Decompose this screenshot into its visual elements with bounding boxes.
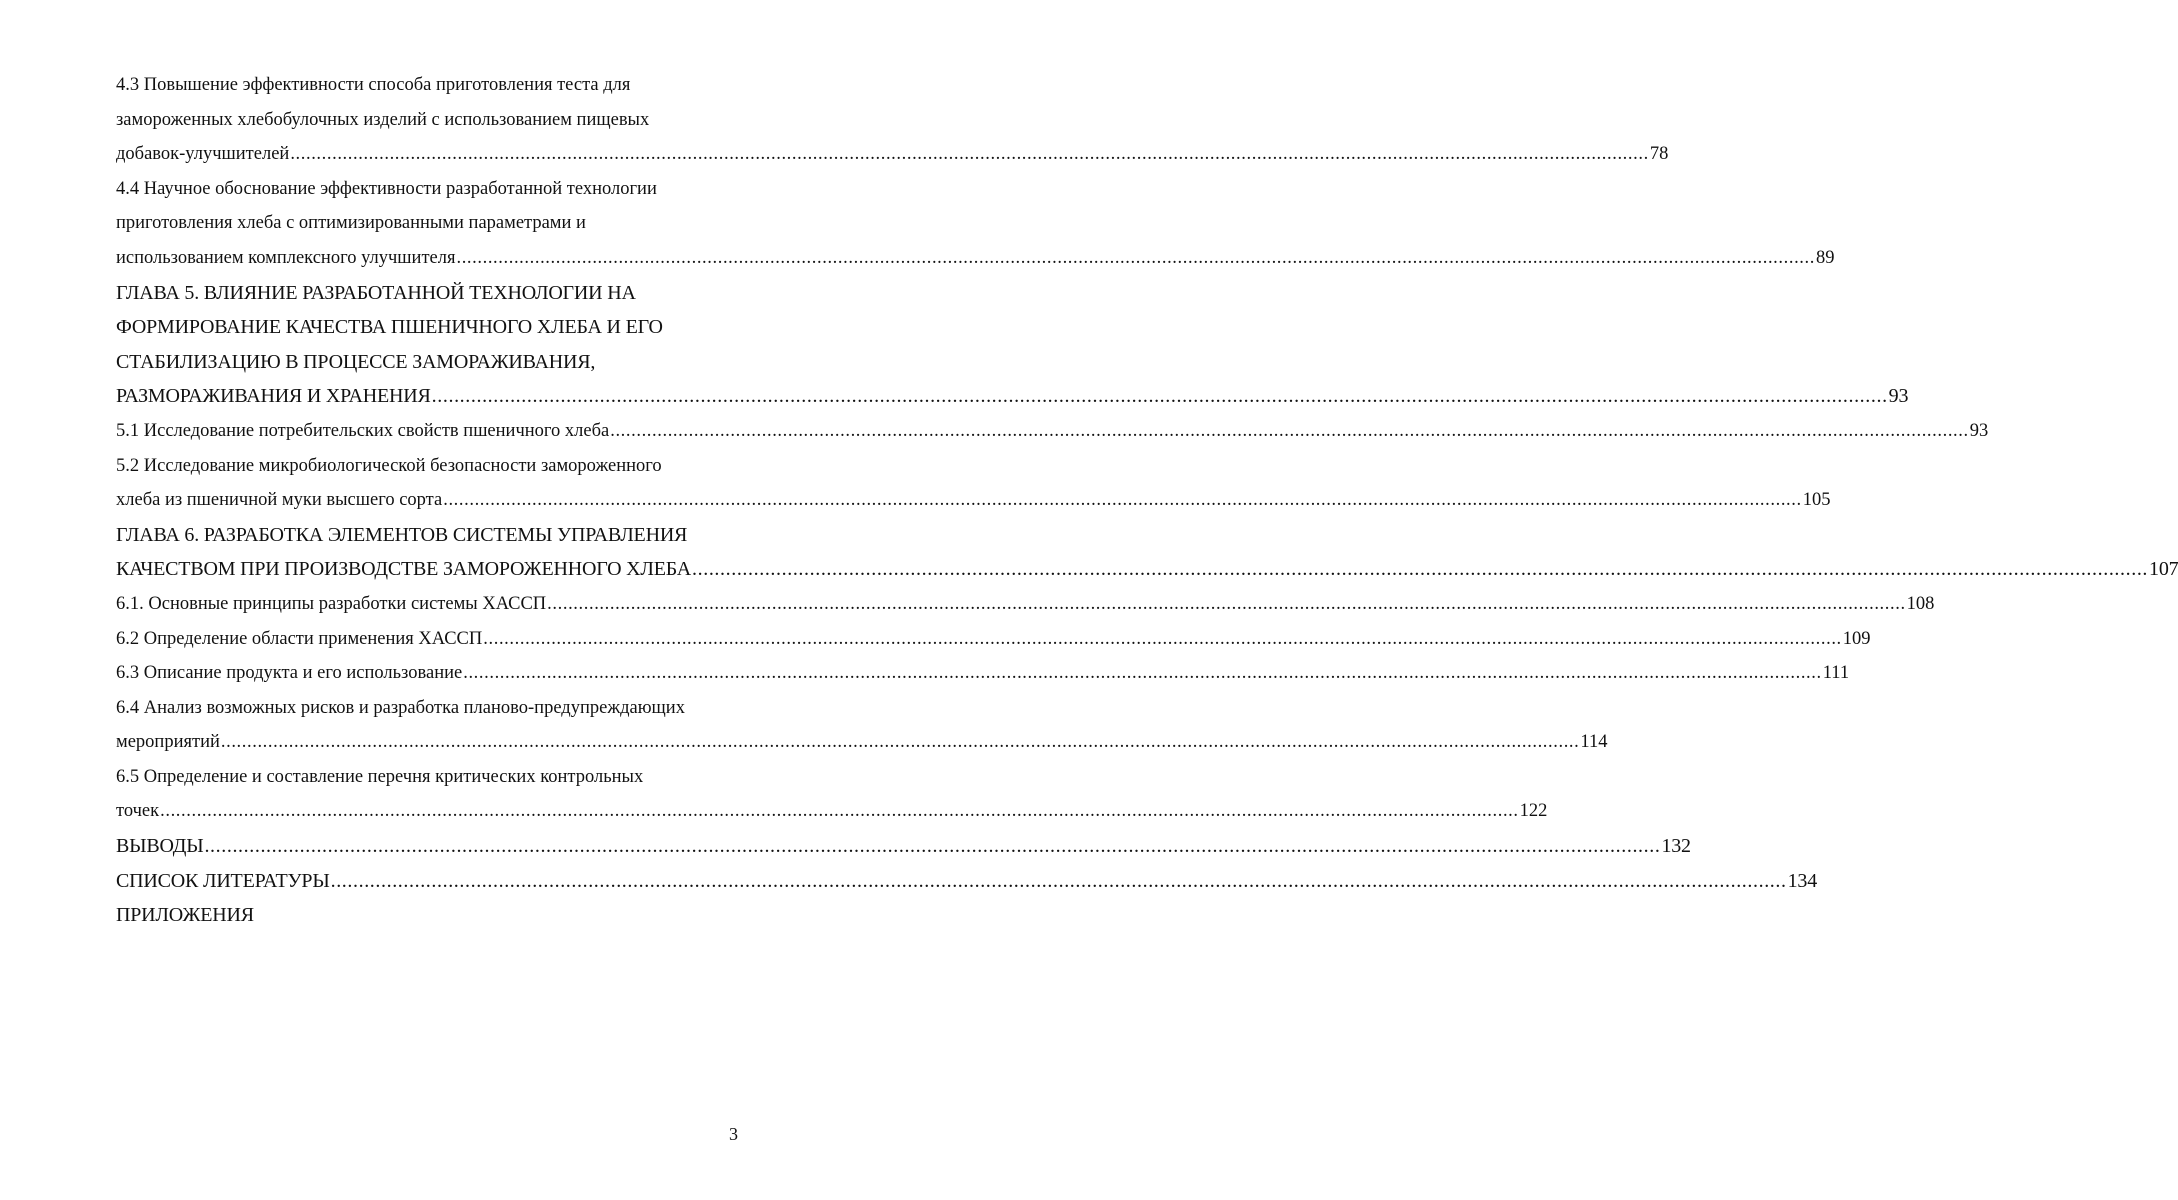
toc-entry	[116, 518, 2178, 587]
toc-entry-text: 6.2 Определение области применения ХАССП	[116, 628, 483, 649]
toc-entry-text: 6.3 Описание продукта и его использование	[116, 663, 463, 684]
toc-line	[116, 414, 1989, 449]
dot-leader: ....................................................................................................................................................................................................................................................................	[330, 869, 1787, 892]
toc-page-number: 122	[1519, 801, 1548, 822]
toc-entry-text: ПРИЛОЖЕНИЯ	[116, 904, 254, 927]
toc-entry	[116, 691, 1608, 760]
toc-entry	[116, 68, 1669, 172]
toc-entry	[116, 414, 1989, 449]
toc-line	[116, 794, 1548, 829]
toc-line	[116, 137, 1669, 172]
dot-leader: ....................................................................................................................................................................................................................................................................	[290, 144, 1649, 165]
dot-leader: ....................................................................................................................................................................................................................................................................	[692, 558, 2149, 581]
toc-entry-text: использованием комплексного улучшителя	[116, 247, 456, 268]
toc-entry	[116, 172, 1835, 276]
toc-entry-text: мероприятий	[116, 732, 220, 753]
dot-leader: ....................................................................................................................................................................................................................................................................	[610, 420, 1969, 441]
dot-leader: ....................................................................................................................................................................................................................................................................	[431, 385, 1888, 408]
toc-entry	[116, 276, 1909, 414]
dot-leader: ....................................................................................................................................................................................................................................................................	[220, 732, 1580, 753]
toc-page-number: 134	[1787, 869, 1817, 892]
toc-page-number: 105	[1802, 490, 1831, 511]
toc-entry-text: 6.4 Анализ возможных рисков и разработка планово-предупреждающих	[116, 697, 685, 718]
toc-chapter-line	[116, 310, 738, 345]
toc-entry-text: хлеба из пшеничной муки высшего сорта	[116, 490, 443, 511]
toc-entry-text: 4.3 Повышение эффективности способа приготовления теста для	[116, 75, 631, 95]
toc-entry	[116, 829, 1691, 864]
toc-line	[116, 449, 738, 484]
toc-line	[116, 483, 1831, 518]
toc-entry-text: добавок-улучшителей	[116, 144, 290, 165]
toc-entry-text: СПИСОК ЛИТЕРАТУРЫ	[116, 869, 330, 892]
toc-line	[116, 760, 738, 795]
toc-entry-text: 6.1. Основные принципы разработки системы ХАССП	[116, 593, 547, 614]
toc-entry-text: ФОРМИРОВАНИЕ КАЧЕСТВА ПШЕНИЧНОГО ХЛЕБА И ЕГО	[116, 316, 663, 339]
toc-entry	[116, 760, 1548, 829]
toc-page-number: 109	[1842, 628, 1871, 649]
toc-entry	[116, 898, 738, 933]
toc-entry-text: 5.1 Исследование потребительских свойств пшеничного хлеба	[116, 420, 610, 441]
toc-chapter-line	[116, 829, 1691, 864]
toc-line	[116, 656, 1850, 691]
toc-entry	[116, 622, 1871, 657]
toc-entry-text: приготовления хлеба с оптимизированными параметрами и	[116, 213, 586, 234]
toc-chapter-line	[116, 864, 1817, 899]
toc-line	[116, 241, 1835, 276]
toc-chapter-line	[116, 552, 2178, 587]
toc-entry-text: точек	[116, 801, 160, 822]
toc-page-number: 108	[1906, 593, 1935, 614]
toc-entry-text: замороженных хлебобулочных изделий с использованием пищевых	[116, 109, 650, 130]
toc-page-number: 93	[1969, 420, 1989, 441]
toc-page-number: 132	[1661, 835, 1691, 858]
toc-page-number: 111	[1822, 663, 1850, 684]
toc-line	[116, 68, 738, 103]
toc-line	[116, 206, 738, 241]
toc-entry-text: ВЫВОДЫ	[116, 835, 204, 858]
toc-line	[116, 172, 738, 207]
dot-leader: ....................................................................................................................................................................................................................................................................	[483, 628, 1842, 649]
toc-entry-text: КАЧЕСТВОМ ПРИ ПРОИЗВОДСТВЕ ЗАМОРОЖЕННОГО ХЛЕБА	[116, 558, 692, 581]
toc-chapter-line	[116, 518, 738, 553]
toc-line	[116, 622, 1871, 657]
dot-leader: ....................................................................................................................................................................................................................................................................	[547, 593, 1906, 614]
toc-chapter-line	[116, 276, 738, 311]
dot-leader: ....................................................................................................................................................................................................................................................................	[443, 490, 1802, 511]
toc-page-number: 93	[1888, 385, 1909, 408]
toc-chapter-line	[116, 379, 1909, 414]
toc-entry-text: РАЗМОРАЖИВАНИЯ И ХРАНЕНИЯ	[116, 385, 431, 408]
toc-entry	[116, 864, 1817, 899]
toc-entry-text: ГЛАВА 5. ВЛИЯНИЕ РАЗРАБОТАННОЙ ТЕХНОЛОГИИ НА	[116, 281, 636, 304]
toc-line	[116, 587, 1935, 622]
dot-leader: ....................................................................................................................................................................................................................................................................	[463, 663, 1822, 684]
toc-entry-text: СТАБИЛИЗАЦИЮ В ПРОЦЕССЕ ЗАМОРАЖИВАНИЯ,	[116, 350, 596, 373]
dot-leader: ....................................................................................................................................................................................................................................................................	[160, 801, 1519, 822]
dot-leader: ....................................................................................................................................................................................................................................................................	[204, 835, 1661, 858]
toc-entry	[116, 449, 1831, 518]
toc-entry-text: ГЛАВА 6. РАЗРАБОТКА ЭЛЕМЕНТОВ СИСТЕМЫ УПРАВЛЕНИЯ	[116, 523, 688, 546]
table-of-contents	[116, 68, 2178, 933]
toc-entry	[116, 587, 1935, 622]
toc-chapter-line	[116, 345, 738, 380]
toc-page-number: 114	[1580, 732, 1608, 753]
toc-page-number: 107	[2149, 558, 2178, 581]
dot-leader: ....................................................................................................................................................................................................................................................................	[456, 247, 1815, 268]
toc-line	[116, 725, 1608, 760]
toc-entry-text: 5.2 Исследование микробиологической безопасности замороженного	[116, 455, 662, 476]
toc-entry-text: 6.5 Определение и составление перечня критических контрольных	[116, 766, 644, 787]
toc-entry	[116, 656, 1850, 691]
toc-entry-text: 4.4 Научное обоснование эффективности разработанной технологии	[116, 178, 657, 199]
toc-line	[116, 691, 738, 726]
toc-page-number: 89	[1815, 247, 1835, 268]
toc-page-number: 78	[1649, 144, 1669, 165]
page-number: 3	[729, 1124, 738, 1144]
toc-chapter-line	[116, 898, 738, 933]
toc-line	[116, 103, 738, 138]
